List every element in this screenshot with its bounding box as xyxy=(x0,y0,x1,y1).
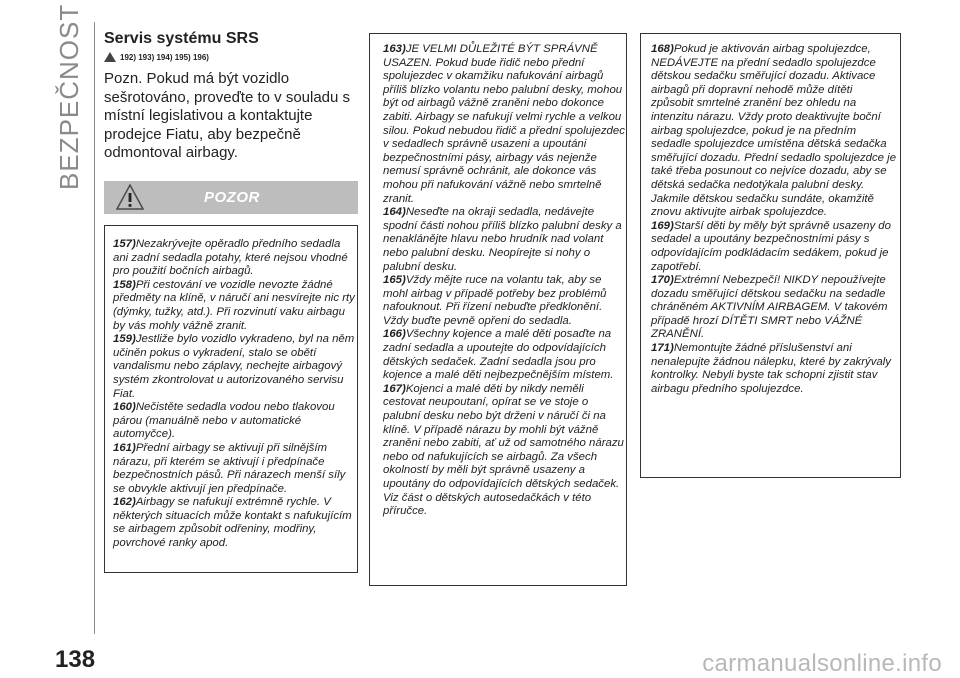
warning-item xyxy=(113,238,357,279)
warning-item xyxy=(113,442,357,496)
warning-item-number: 160) xyxy=(113,401,136,414)
warning-item xyxy=(113,333,357,401)
warning-item-text: Při cestování ve vozidle nevozte žádné předměty na klíně, v náručí ani nesvírejte nic rty (dýmky, tužky, atd.). Při rozvinutí vaku airbagu by vás mohly vážně zranit. xyxy=(113,278,355,332)
warning-item-number: 163) xyxy=(383,43,406,55)
section-title: Servis systému SRS xyxy=(104,30,259,47)
srs-service-section xyxy=(104,30,358,163)
warning-item xyxy=(651,220,897,274)
section-side-tab xyxy=(54,3,84,190)
margin-divider xyxy=(94,22,95,634)
section-side-tab-label: BEZPEČNOST xyxy=(54,3,84,190)
warning-item-text: Starší děti by měly být správně usazeny do sedadel a upoutány bezpečnostními pásy s odpovídajícím podkládacím sedákem, pokud je zapotřebí. xyxy=(651,219,891,273)
warning-item xyxy=(651,342,897,396)
warning-triangle-icon xyxy=(104,52,116,62)
warning-item xyxy=(383,43,625,206)
warning-item-text: Airbagy se nafukují extrémně rychle. V některých situacích může kontakt s nafukujícím se airbagem způsobit odřeniny, modřiny, povrchové ranky apod. xyxy=(113,496,352,550)
warning-item-number: 164) xyxy=(383,206,406,219)
warning-title: POZOR xyxy=(204,189,260,206)
warning-header xyxy=(104,181,358,214)
warning-references xyxy=(104,52,358,62)
warning-item-text: JE VELMI DŮLEŽITÉ BÝT SPRÁVNĚ USAZEN. Pokud bude řidič nebo přední spolujezdec v okamžiku nafukování airbagů příliš blízko volantu nebo palubní desky, mohou být od airbagů vážně zraněni nebo dokonce zabiti. Airbagy se nafukují velmi rychle a velkou silou. Pokud nebudou řidič a přední spolujezdec v sedadlech správně usazeni a upoutáni bezpečnostními pásy, airbagy vás nejenže nemusí správně ochránit, ale dokonce vás mohou při nafukování vážně nebo smrtelně zranit. xyxy=(383,43,625,205)
warning-item-text: Nemontujte žádné příslušenství ani nenalepujte žádnou nálepku, které by zakrývaly kontrolky. Nebyli byste tak schopni zjistit stav airbagu předního spolujezdce. xyxy=(651,342,891,395)
warning-item-text: Neseďte na okraji sedadla, nedávejte spodní části nohou příliš blízko palubní desky a nenaklánějte hlavu nebo hrudník nad volant nebo palubní desku. Neopírejte si nohy o palubní desku. xyxy=(383,206,622,273)
warning-reference-numbers: 192) 193) 194) 195) 196) xyxy=(120,52,209,62)
warning-box-col1 xyxy=(104,225,358,573)
warning-item-number: 162) xyxy=(113,496,136,509)
warning-item-number: 161) xyxy=(113,441,136,454)
warning-item-text: Pokud je aktivován airbag spolujezdce, NEDÁVEJTE na přední sedadlo spolujezdce dětskou sedačku směřující dozadu. Aktivace airbagů při dopravní nehodě může dítěti způsobit smrtelné zranění bez ohledu na intenzitu nárazu. Vždy proto deaktivujte boční airbag spolujezdce, pokud je na předním sedadle spolujezdce umístěna dětská sedačka směřující dozadu. Přední sedadlo spolujezdce je také třeba posunout co nejvíce dozadu, aby se dětská sedačka nedotýkala palubní desky. Jakmile dětskou sedačku sundáte, okamžitě znovu aktivujte airbak spolujezdce. xyxy=(651,43,897,219)
warning-item xyxy=(113,401,357,442)
warning-item-text: Všechny kojence a malé děti posaďte na zadní sedadla a upoutejte do odpovídajících dětských sedaček. Zadní sedadla jsou pro kojence a malé děti nejbezpečnějším místem. xyxy=(383,328,614,382)
warning-item-number: 169) xyxy=(651,219,674,232)
warning-item xyxy=(383,328,625,382)
warning-item-number: 157) xyxy=(113,238,136,250)
warning-item-number: 166) xyxy=(383,328,406,341)
warning-item-text: Jestliže bylo vozidlo vykradeno, byl na něm učiněn pokus o vykradení, stalo se obětí vandalismu nebo záplavy, nechejte airbagový systém zkontrolovat u autorizovaného servisu Fiat. xyxy=(113,333,355,400)
warning-item-text: Kojenci a malé děti by nikdy neměli cestovat neupoutaní, opírat se ve stoje o palubní desku nebo být drženi v náručí či na klíně. V případě nárazu by mohli být vážně zraněni nebo zabiti, ať už od samotného nárazu nebo od nafukujících se airbagů. Za všech okolností by měli být správně usazeny a upoutány do odpovídajících dětských sedaček. Viz část o dětských autosedačkách v této příručce. xyxy=(383,382,624,518)
warning-item-number: 159) xyxy=(113,333,136,346)
warning-item-text: Přední airbagy se aktivují při silnějším nárazu, při kterém se aktivují i předpínače bezpečnostních pásů. Při nárazech menší síly se obvykle aktivují jen předpínače. xyxy=(113,441,346,495)
warning-icon xyxy=(116,184,144,210)
intro-paragraph: Pozn. Pokud má být vozidlo sešrotováno, proveďte to v souladu s místní legislativou a kontaktujte prodejce Fiatu, aby bezpečně odmontoval airbagy. xyxy=(104,70,351,161)
warning-item xyxy=(383,383,625,519)
warning-item-number: 165) xyxy=(383,274,406,287)
warning-item xyxy=(651,274,897,342)
warning-item-number: 171) xyxy=(651,342,674,355)
warning-box-col3 xyxy=(640,33,901,478)
warning-item xyxy=(383,206,625,274)
warning-item-text: Vždy mějte ruce na volantu tak, aby se mohl airbag v případě potřeby bez problémů nafouknout. Při řízení nebuďte předklonění. Vždy buďte pevně opřeni do sedadla. xyxy=(383,274,607,327)
site-watermark: carmanualsonline.info xyxy=(702,650,942,677)
warning-item xyxy=(651,43,897,220)
warning-box-col2 xyxy=(369,33,627,586)
warning-item-number: 158) xyxy=(113,278,136,291)
warning-item xyxy=(113,279,357,333)
warning-item-text: Nezakrývejte opěradlo předního sedadla ani zadní sedadla potahy, které nejsou vhodné pro použití bočních airbagů. xyxy=(113,238,348,278)
warning-item-number: 167) xyxy=(383,382,406,395)
warning-item-text: Nečistěte sedadla vodou nebo tlakovou párou (manuálně nebo v automatické automyčce). xyxy=(113,401,335,441)
warning-item xyxy=(383,274,625,328)
warning-item-number: 168) xyxy=(651,43,674,55)
warning-item-number: 170) xyxy=(651,274,674,287)
warning-item xyxy=(113,496,357,550)
warning-item-text: Extrémní Nebezpečí! NIKDY nepoužívejte dozadu směřující dětskou sedačku na sedadle chráněném AKTIVNÍM AIRBAGEM. V takovém případě hrozí DÍTĚTI SMRT nebo VÁŽNÉ ZRANĚNÍ. xyxy=(651,274,888,341)
page-number: 138 xyxy=(55,646,96,673)
